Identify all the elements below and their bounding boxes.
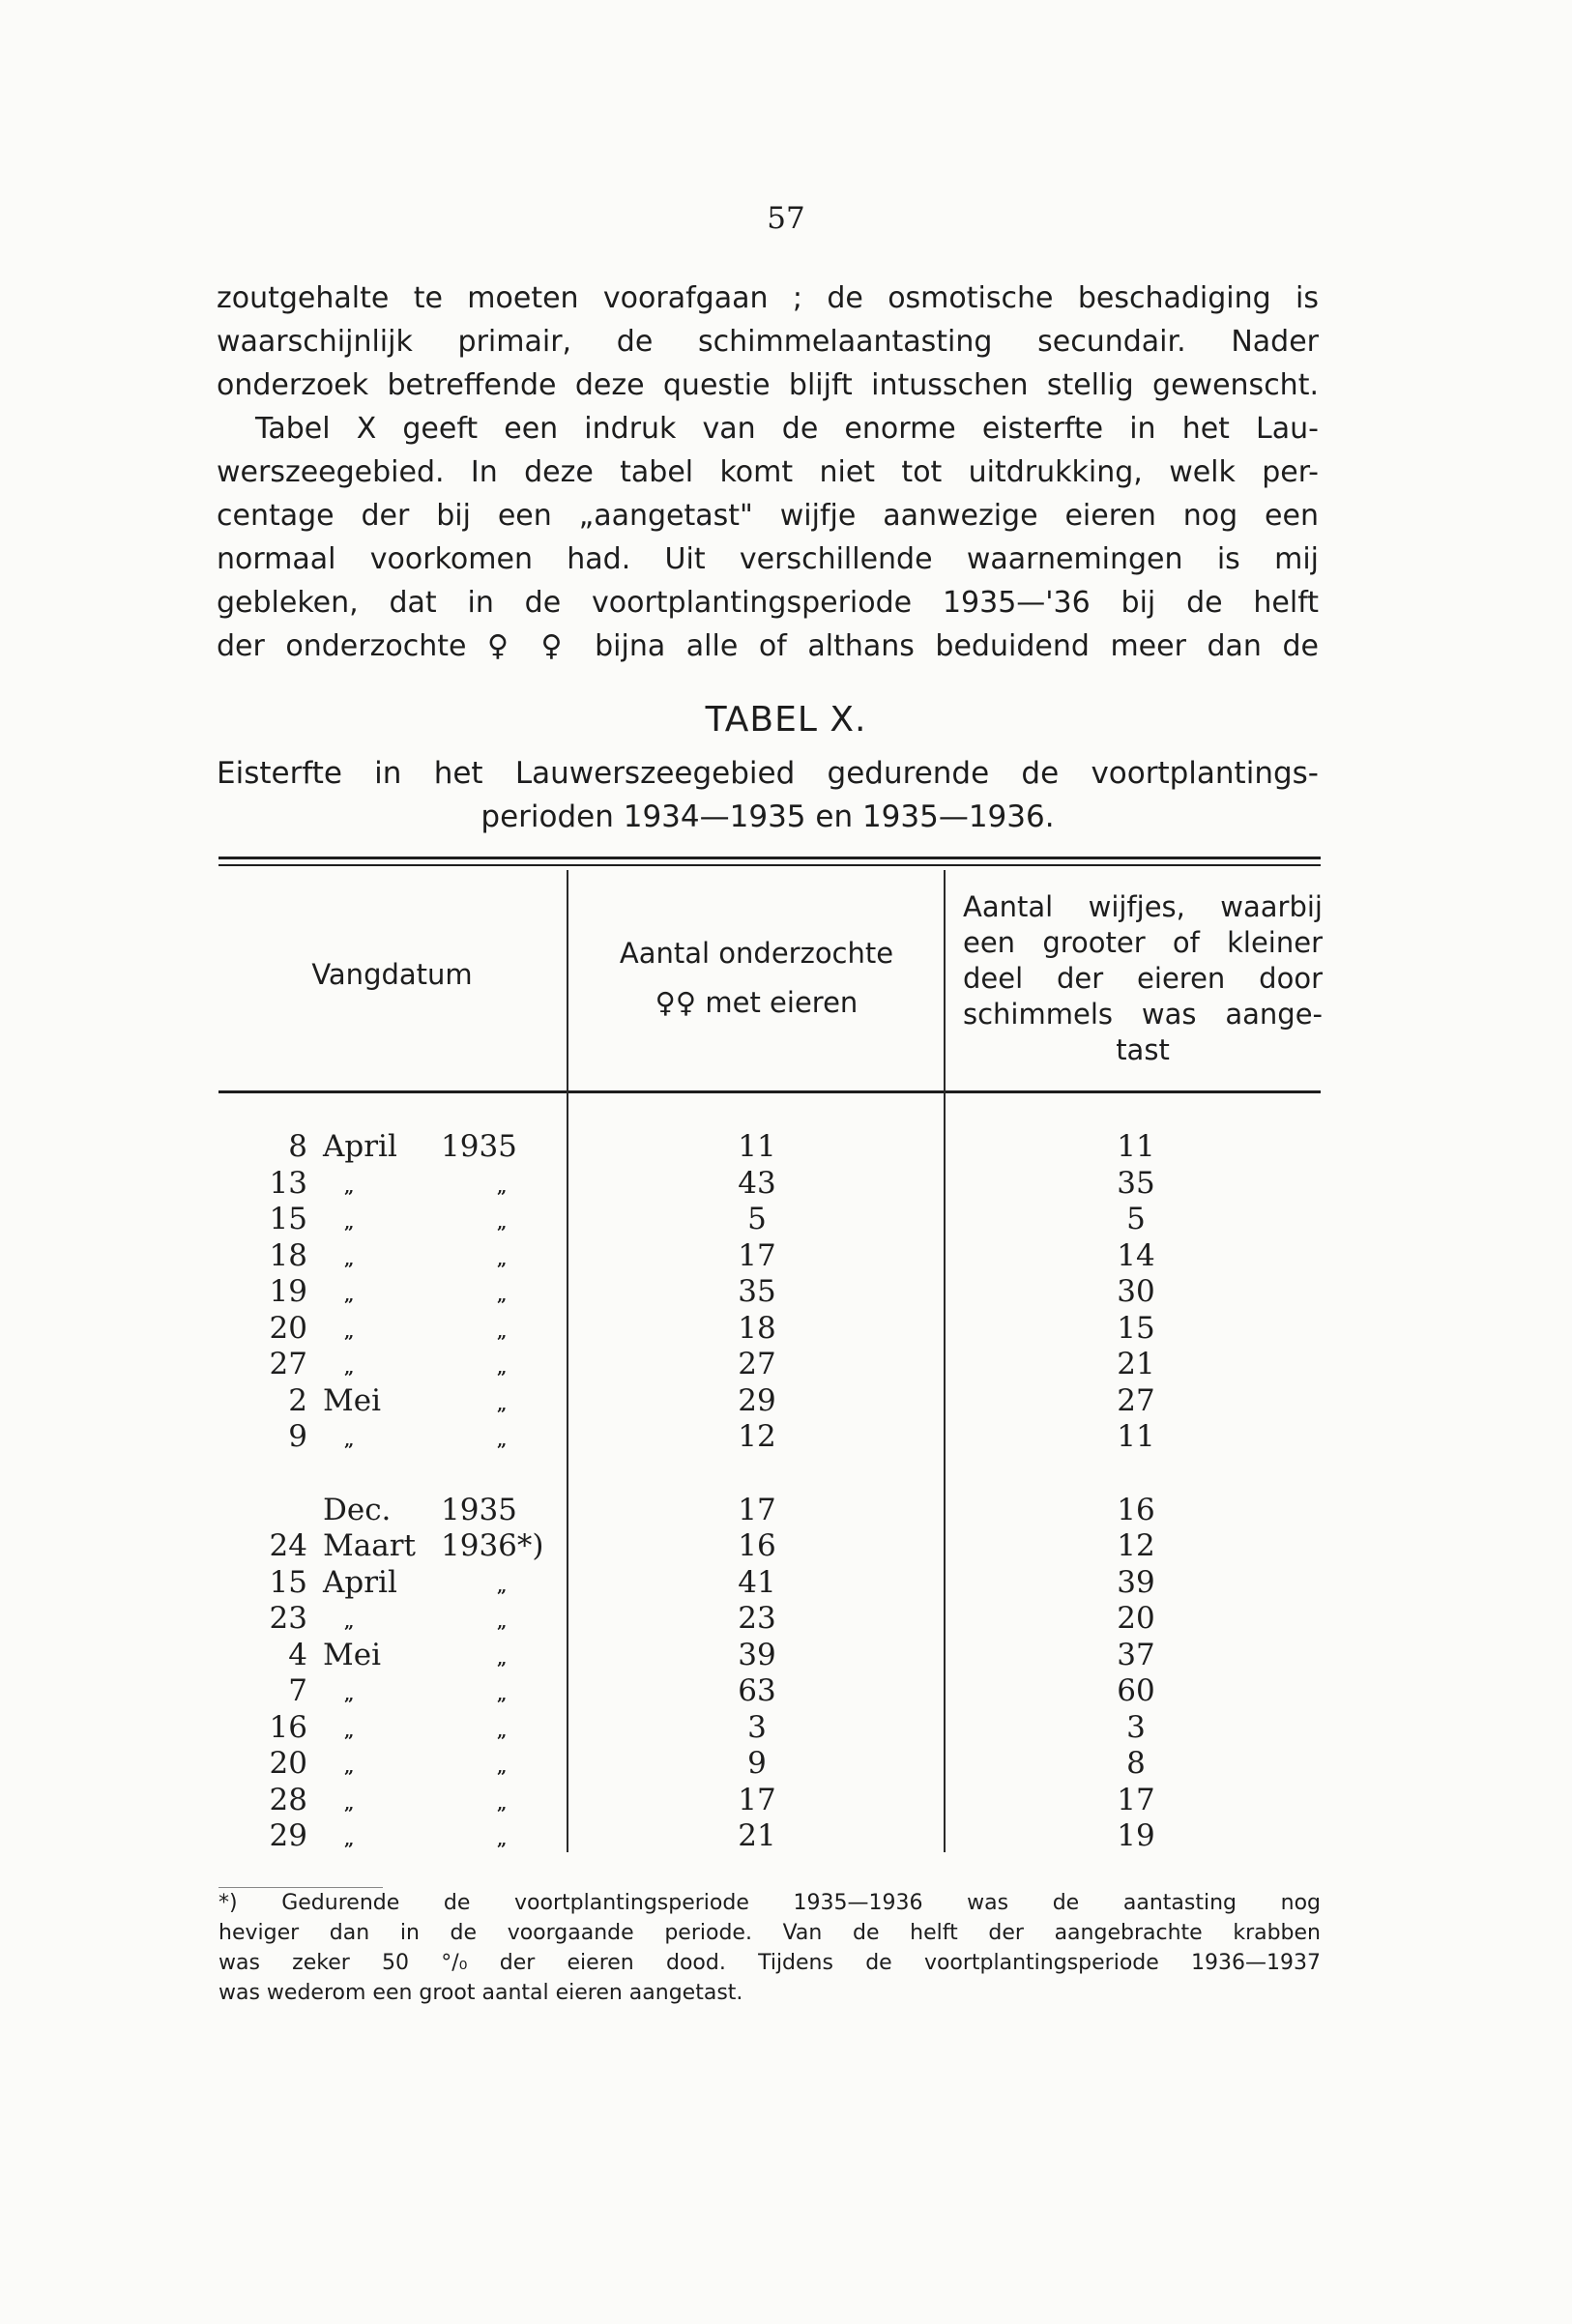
cell-month: „	[344, 1177, 356, 1198]
cell-day: 27	[269, 1347, 307, 1381]
cell-day: 16	[269, 1709, 307, 1745]
body-paragraph	[217, 276, 1319, 668]
header-line: Aantal wijfjes, waarbij	[963, 890, 1323, 923]
header-aantal-onderzochte	[570, 936, 943, 1021]
cell-affected: 39	[1117, 1564, 1155, 1600]
cell-affected: 11	[1117, 1129, 1155, 1164]
header-line: schimmels was aange-	[963, 998, 1323, 1031]
cell-count: 11	[738, 1129, 776, 1164]
cell-year: „	[497, 1358, 509, 1379]
body-line: gebleken, dat in de voortplantingsperiode 1935—'36 bij de helft	[217, 586, 1319, 620]
cell-day: 13	[269, 1165, 307, 1201]
table-top-rule-thin	[218, 864, 1321, 866]
body-line: Tabel X geeft een indruk van de enorme eisterfte in het Lau-	[255, 412, 1319, 446]
cell-month: „	[344, 1322, 356, 1343]
cell-affected: 30	[1117, 1274, 1155, 1309]
cell-affected: 5	[1126, 1202, 1146, 1236]
cell-affected: 12	[1117, 1528, 1155, 1563]
cell-day: 15	[269, 1564, 307, 1600]
header-line: deel der eieren door	[963, 962, 1323, 995]
body-line: normaal voorkomen had. Uit verschillende waarnemingen is mij	[217, 542, 1319, 576]
cell-day: 4	[288, 1637, 307, 1672]
body-line: werszeegebied. In deze tabel komt niet tot uitdrukking, welk per-	[217, 455, 1319, 489]
table-row	[0, 1673, 1572, 1710]
table-row	[0, 1710, 1572, 1747]
cell-day: 2	[288, 1382, 307, 1418]
cell-month: Mei	[323, 1382, 382, 1418]
footnote-line: *) Gedurende de voortplantingsperiode 1935—1936 was de aantasting nog	[218, 1891, 1321, 1915]
header-line: tast	[1116, 1033, 1170, 1066]
cell-day: 23	[269, 1601, 307, 1636]
cell-year: „	[497, 1177, 509, 1198]
cell-affected: 35	[1117, 1165, 1155, 1201]
cell-count: 18	[738, 1310, 776, 1346]
table-row	[0, 1347, 1572, 1383]
cell-count: 5	[747, 1202, 767, 1236]
cell-year: „	[497, 1286, 509, 1306]
cell-day: 9	[288, 1419, 307, 1454]
cell-affected: 27	[1117, 1382, 1155, 1418]
footnote-line: was zeker 50 °/₀ der eieren dood. Tijdens de voortplantingsperiode 1936—1937	[218, 1951, 1321, 1975]
cell-count: 21	[738, 1818, 776, 1853]
caption-line: perioden 1934—1935 en 1935—1936.	[480, 799, 1055, 834]
cell-day: 28	[269, 1782, 307, 1817]
cell-affected: 14	[1117, 1237, 1155, 1273]
table-row	[0, 1311, 1572, 1348]
cell-year: 1935	[441, 1492, 517, 1527]
cell-month: „	[344, 1758, 356, 1778]
cell-affected: 17	[1117, 1782, 1155, 1817]
cell-count: 16	[738, 1528, 776, 1563]
caption-line: Eisterfte in het Lauwerszeegebied gedurende de voortplantings-	[217, 756, 1319, 791]
table-row	[0, 1493, 1572, 1529]
table-row	[0, 1166, 1572, 1203]
header-line: ♀♀ met eieren	[655, 986, 859, 1019]
cell-count: 17	[738, 1237, 776, 1273]
table-row	[0, 1818, 1572, 1855]
table-row	[0, 1638, 1572, 1674]
cell-affected: 15	[1117, 1310, 1155, 1346]
header-line: een grooter of kleiner	[963, 926, 1323, 959]
cell-day: 8	[288, 1129, 307, 1164]
cell-count: 12	[738, 1419, 776, 1454]
body-line: centage der bij een „aangetast" wijfje aanwezige eieren nog een	[217, 499, 1319, 533]
cell-year: „	[497, 1721, 509, 1742]
page-number: 57	[767, 201, 805, 236]
cell-month: Mei	[323, 1637, 382, 1672]
cell-day: 29	[269, 1818, 307, 1853]
cell-month: April	[323, 1129, 397, 1164]
cell-month: „	[344, 1431, 356, 1451]
cell-month: „	[344, 1358, 356, 1379]
footnote-line: heviger dan in de voorgaande periode. Van de helft der aangebrachte krabben	[218, 1921, 1321, 1945]
cell-day: 7	[288, 1673, 307, 1708]
cell-affected: 60	[1117, 1673, 1155, 1708]
table-body	[0, 1129, 1572, 1855]
header-aantal-wijfjes	[963, 889, 1323, 1068]
table-row	[0, 1419, 1572, 1456]
cell-year: „	[497, 1431, 509, 1451]
cell-month: Dec.	[323, 1492, 392, 1527]
body-line: der onderzochte ♀ ♀ bijna alle of althans beduidend meer dan de	[217, 629, 1319, 663]
table-row	[0, 1383, 1572, 1420]
cell-month: „	[344, 1213, 356, 1234]
cell-year: „	[497, 1322, 509, 1343]
cell-affected: 37	[1117, 1637, 1155, 1672]
cell-affected: 16	[1117, 1492, 1155, 1527]
header-line: Aantal onderzochte	[619, 937, 894, 970]
cell-month: „	[344, 1612, 356, 1633]
cell-count: 43	[738, 1165, 776, 1201]
cell-year: „	[497, 1612, 509, 1633]
cell-month: „	[344, 1721, 356, 1742]
body-line: onderzoek betreffende deze questie blijft intusschen stellig gewenscht.	[217, 368, 1319, 402]
cell-year: 1935	[441, 1129, 517, 1164]
cell-year: „	[497, 1576, 509, 1597]
cell-year: „	[497, 1394, 509, 1415]
cell-month: „	[344, 1685, 356, 1705]
table-title: TABEL X.	[705, 700, 867, 740]
cell-count: 41	[738, 1564, 776, 1600]
table-row	[0, 1783, 1572, 1819]
cell-count: 17	[738, 1782, 776, 1817]
cell-affected: 20	[1117, 1601, 1155, 1636]
cell-day: 19	[269, 1274, 307, 1309]
cell-affected: 3	[1126, 1709, 1146, 1745]
cell-year: „	[497, 1648, 509, 1670]
cell-month: „	[344, 1249, 356, 1270]
cell-affected: 8	[1126, 1746, 1146, 1781]
header-vangdatum: Vangdatum	[311, 958, 473, 991]
cell-year: „	[497, 1758, 509, 1778]
cell-count: 29	[738, 1382, 776, 1418]
table-row	[0, 1202, 1572, 1238]
table-row	[0, 1129, 1572, 1166]
cell-count: 23	[738, 1601, 776, 1636]
table-row	[0, 1565, 1572, 1602]
cell-day: 20	[269, 1310, 307, 1346]
body-line: waarschijnlijk primair, de schimmelaantasting secundair. Nader	[217, 325, 1319, 359]
table-row	[0, 1528, 1572, 1565]
cell-affected: 19	[1117, 1818, 1155, 1853]
table-row	[0, 1274, 1572, 1311]
table-row	[0, 1238, 1572, 1275]
cell-count: 3	[747, 1709, 767, 1745]
cell-year: „	[497, 1213, 509, 1234]
body-line: zoutgehalte te moeten voorafgaan ; de osmotische beschadiging is	[217, 281, 1319, 315]
cell-month: „	[344, 1286, 356, 1306]
footnote-line: was wederom een groot aantal eieren aangetast.	[218, 1981, 743, 2005]
cell-year: „	[497, 1685, 509, 1705]
table-row	[0, 1601, 1572, 1638]
cell-year: 1936*)	[441, 1528, 544, 1563]
cell-count: 9	[747, 1746, 767, 1781]
table-header-rule	[218, 1090, 1321, 1093]
cell-day: 20	[269, 1746, 307, 1781]
cell-count: 35	[738, 1274, 776, 1309]
cell-month: „	[344, 1793, 356, 1815]
cell-affected: 11	[1117, 1419, 1155, 1454]
footnote	[218, 1888, 1321, 2008]
cell-year: „	[497, 1793, 509, 1815]
cell-day: 15	[269, 1202, 307, 1236]
cell-month: Maart	[323, 1528, 416, 1563]
cell-month: April	[323, 1564, 397, 1600]
table-top-rule	[218, 857, 1321, 859]
cell-day: 18	[269, 1237, 307, 1273]
table-caption	[217, 752, 1319, 839]
cell-affected: 21	[1117, 1347, 1155, 1381]
cell-count: 39	[738, 1637, 776, 1672]
cell-month: „	[344, 1830, 356, 1850]
cell-year: „	[497, 1249, 509, 1270]
cell-count: 17	[738, 1492, 776, 1527]
table-row	[0, 1746, 1572, 1783]
cell-count: 27	[738, 1347, 776, 1381]
cell-year: „	[497, 1830, 509, 1850]
cell-count: 63	[738, 1673, 776, 1708]
cell-day: 24	[269, 1528, 307, 1563]
